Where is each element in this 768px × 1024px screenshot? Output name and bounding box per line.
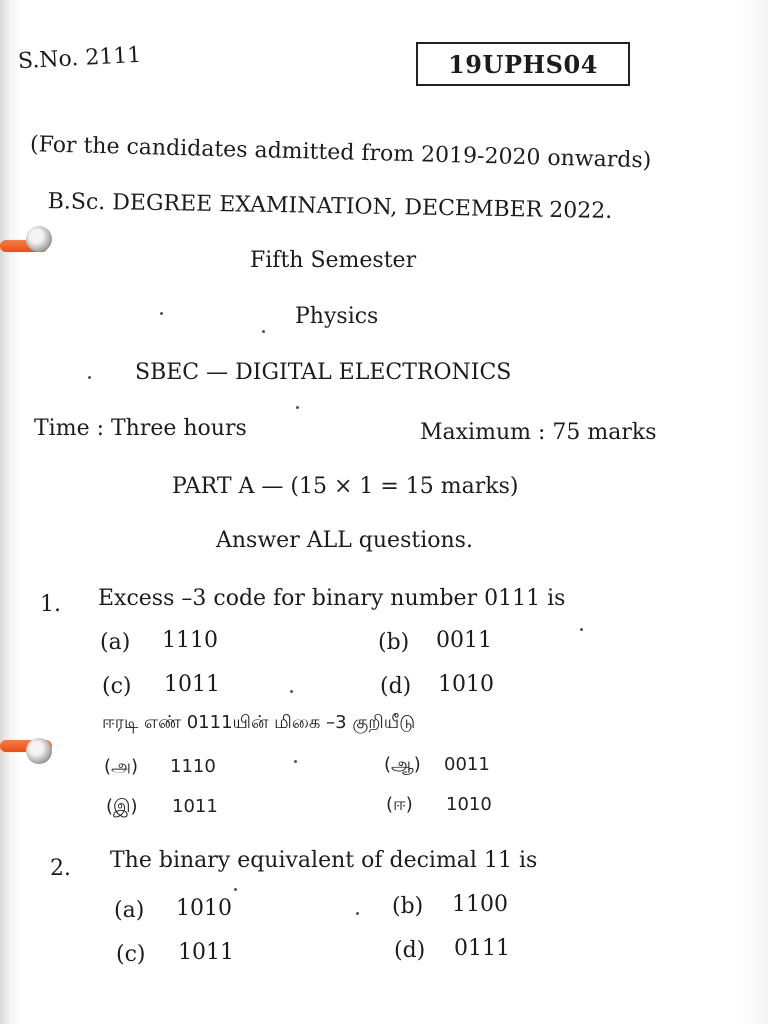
option-value: 1100 [452, 892, 508, 917]
binding-hole-bottom [26, 738, 52, 764]
option-label: (a) [114, 898, 145, 923]
option-value: 0011 [444, 754, 490, 775]
option-label: (d) [380, 674, 412, 699]
option-value: 0011 [436, 628, 492, 653]
serial-number: S.No. 2111 [17, 42, 142, 75]
paper-code-box [416, 42, 630, 86]
option-label: (c) [102, 674, 132, 699]
option-value: 1011 [172, 796, 218, 817]
option-value: 1011 [178, 940, 234, 965]
print-speck [234, 888, 237, 891]
option-value: 0111 [454, 936, 510, 961]
option-label-tamil: (ஈ) [386, 794, 413, 815]
option-label-tamil: (ஆ) [384, 754, 421, 775]
option-label: (a) [100, 630, 131, 655]
option-value: 1110 [170, 756, 216, 777]
candidates-note: (For the candidates admitted from 2019-2020 onwards) [29, 132, 652, 174]
option-value: 1110 [162, 628, 218, 653]
print-speck [294, 760, 297, 763]
option-label: (b) [392, 894, 424, 919]
option-value: 1010 [446, 794, 492, 815]
option-value: 1011 [164, 672, 220, 697]
question-number: 2. [50, 856, 71, 881]
paper-title: SBEC — DIGITAL ELECTRONICS [135, 360, 512, 385]
print-speck [290, 690, 293, 693]
option-value: 1010 [176, 896, 232, 921]
print-speck [262, 330, 265, 333]
question-text: Excess –3 code for binary number 0111 is [98, 586, 566, 611]
paper-code: 19UPHS04 [448, 49, 598, 79]
part-heading: PART A — (15 × 1 = 15 marks) [172, 474, 519, 499]
subject: Physics [295, 304, 379, 329]
question-text-tamil: ஈரடி எண் 0111யின் மிகை –3 குறியீடு [102, 712, 416, 733]
exam-duration: Time : Three hours [34, 416, 247, 441]
question-number: 1. [40, 592, 61, 617]
binding-hole-top [26, 226, 52, 252]
question-text: The binary equivalent of decimal 11 is [110, 848, 538, 873]
option-label: (c) [116, 942, 146, 967]
print-speck [580, 628, 583, 631]
instruction: Answer ALL questions. [216, 528, 473, 553]
option-label: (d) [394, 938, 426, 963]
print-speck [160, 312, 163, 315]
maximum-marks: Maximum : 75 marks [420, 420, 657, 445]
degree-examination: B.Sc. DEGREE EXAMINATION, DECEMBER 2022. [47, 189, 613, 224]
print-speck [356, 912, 359, 915]
print-speck [88, 376, 91, 379]
option-label-tamil: (அ) [104, 756, 139, 777]
option-label-tamil: (இ) [106, 796, 138, 817]
semester: Fifth Semester [250, 248, 417, 273]
print-speck [296, 406, 299, 409]
option-value: 1010 [438, 672, 494, 697]
option-label: (b) [378, 630, 410, 655]
